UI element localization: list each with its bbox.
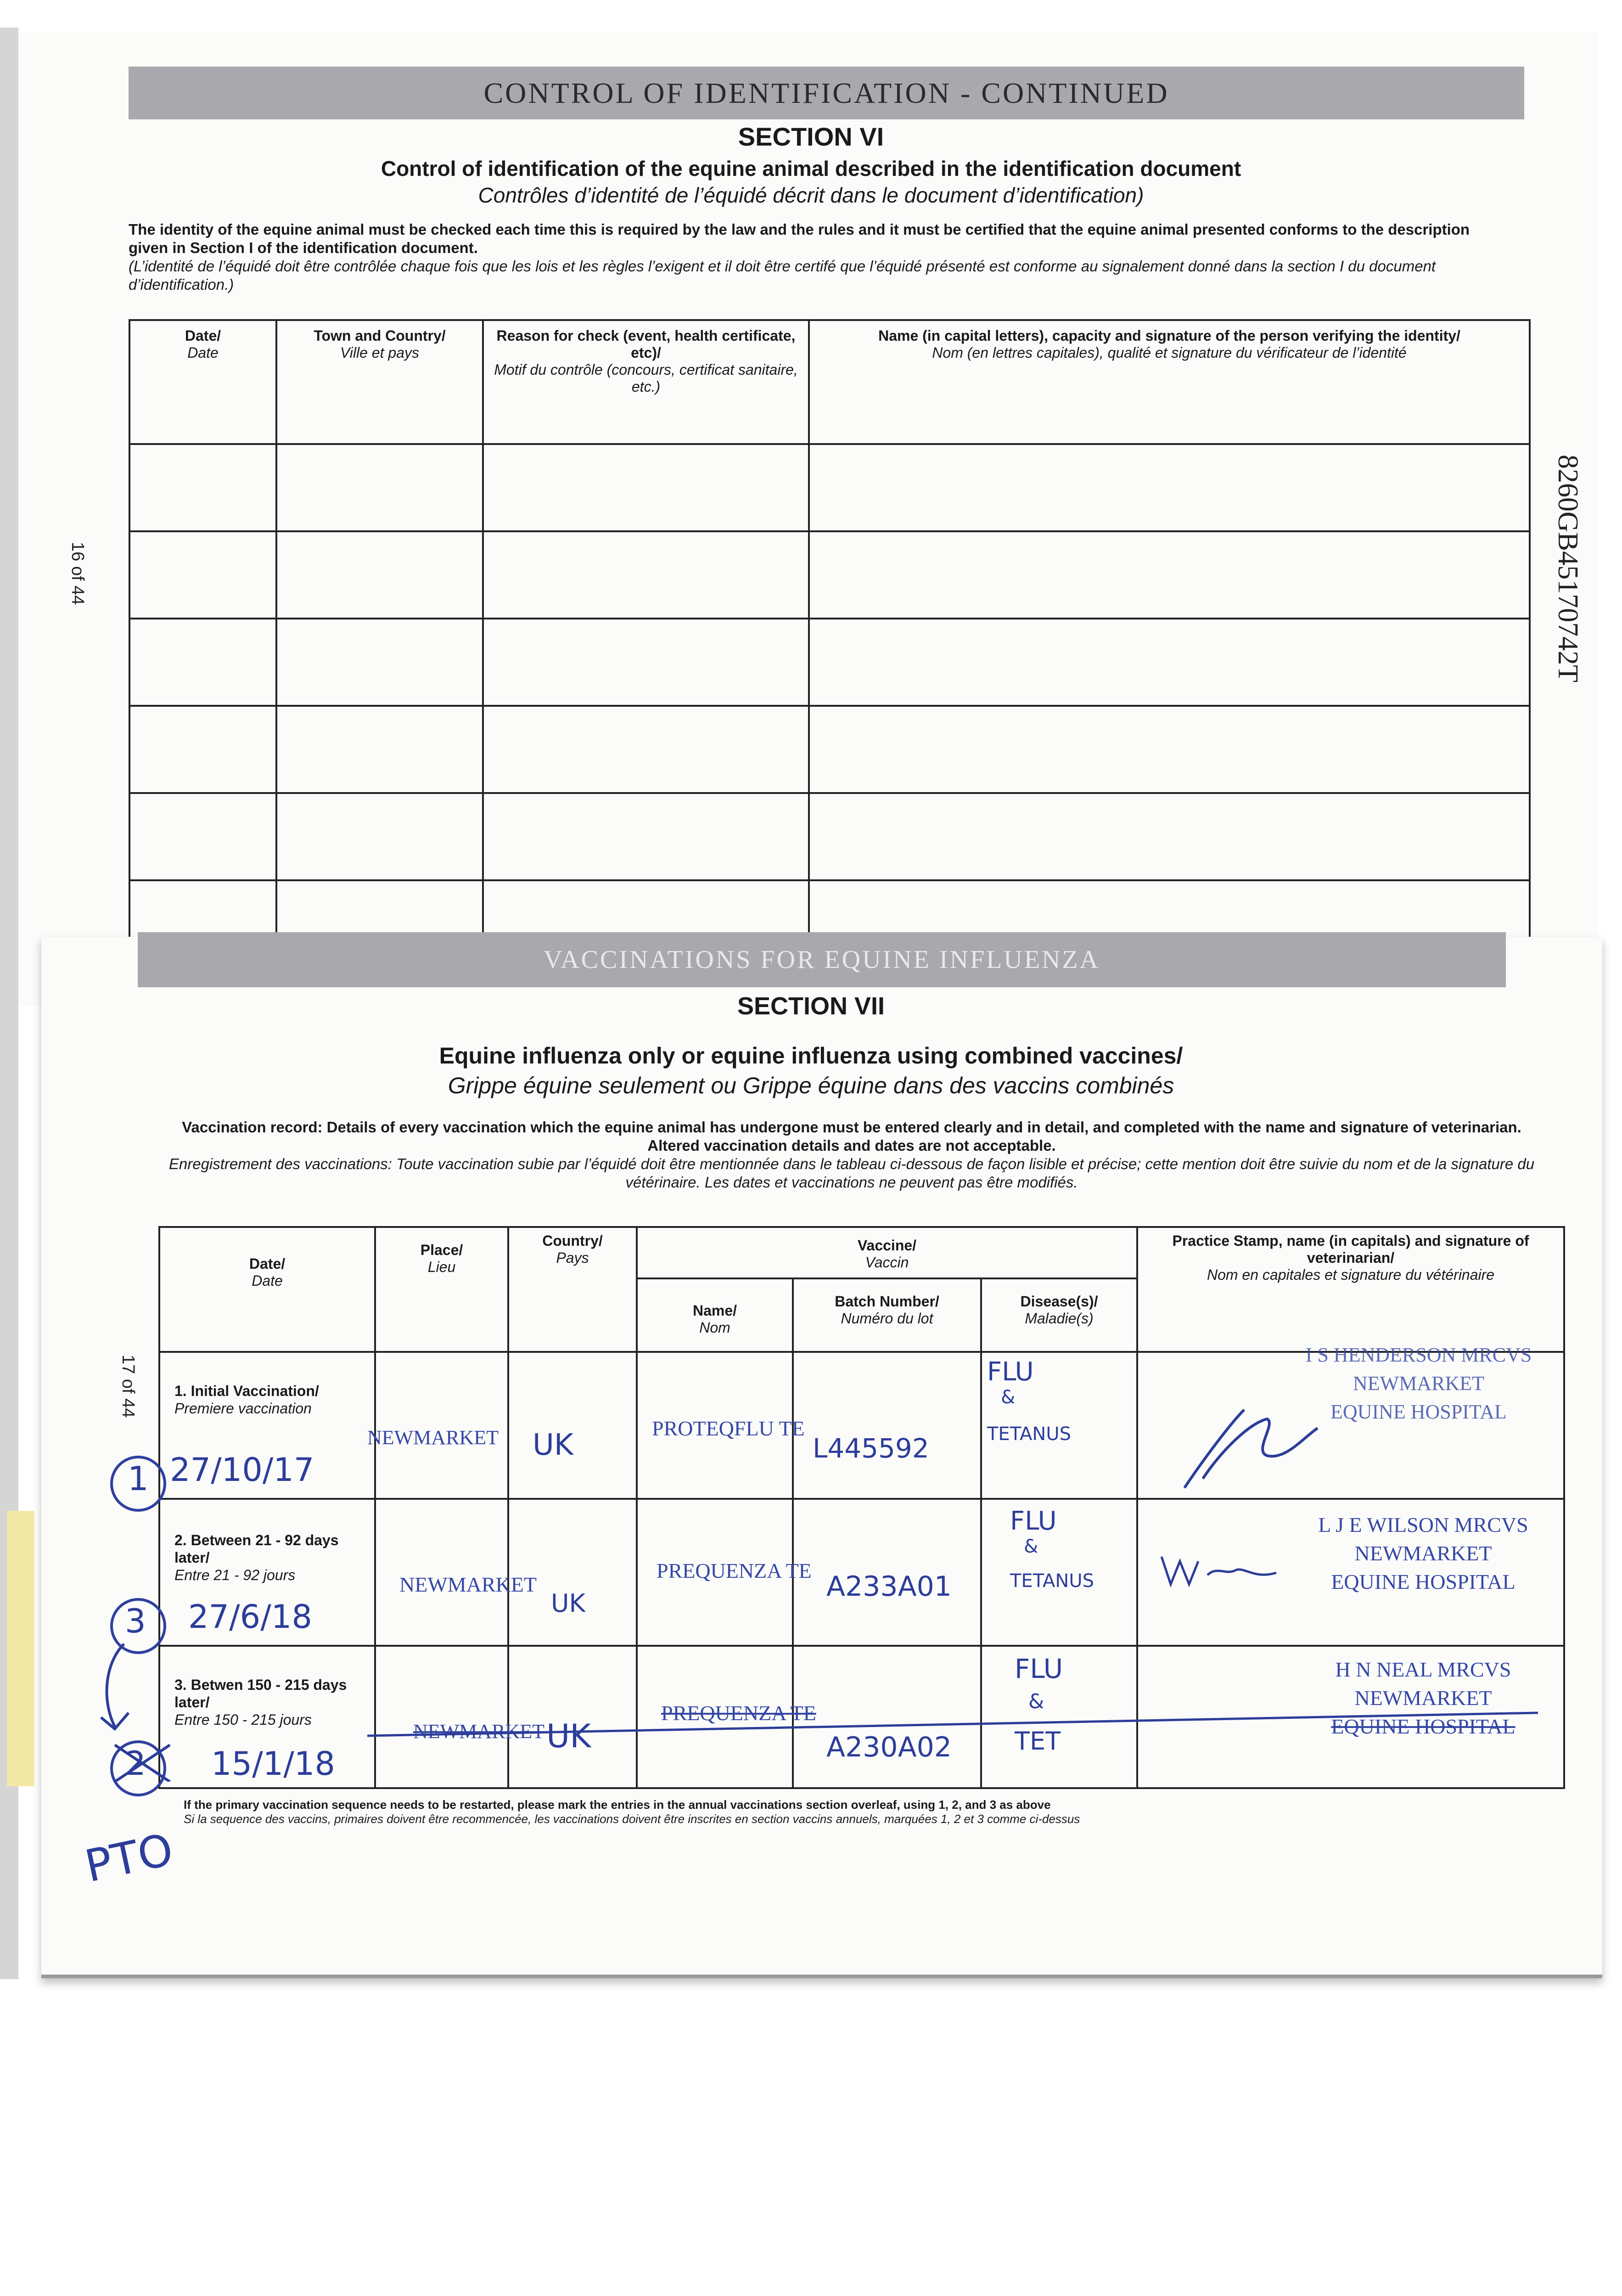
col-country: Country/ Pays xyxy=(508,1227,637,1352)
footer-en: If the primary vaccination sequence needs to be restarted, please mark the entries in the annual vaccinations section overleaf, using 1, 2, and 3 as above xyxy=(184,1798,1051,1812)
row-3-disease-3: TET xyxy=(1015,1727,1061,1756)
section-vi-intro-fr: (L’identité de l’équidé doit être contrôlée chaque fois que les lois et les règles l’exigent et il doit être certifé que l’équidé présenté est conforme au signalement donné dans la section I du document d’identification.) xyxy=(129,258,1436,293)
section-vi-title: SECTION VI xyxy=(738,122,884,151)
row-2-signature xyxy=(1157,1548,1285,1593)
row-1-batch: L445592 xyxy=(813,1433,929,1464)
row-1-date: 27/10/17 xyxy=(170,1451,314,1489)
col-vaccine: Vaccine/ Vaccin xyxy=(637,1227,1137,1278)
footer-fr: Si la sequence des vaccins, primaires doivent être recommencée, les vaccinations doivent être inscrites en section vaccins annuels, marquées 1, 2 et 3 comme ci-dessus xyxy=(184,1812,1080,1826)
row-2-disease-2: & xyxy=(1024,1536,1038,1557)
margin-arrows xyxy=(83,1635,188,1782)
col-disease: Disease(s)/ Maladie(s) xyxy=(981,1278,1137,1352)
row-2-sequence-mark: 3 xyxy=(125,1602,146,1640)
row-2-country: UK xyxy=(551,1589,585,1618)
identity-check-table xyxy=(129,319,1531,950)
row-3-place: NEWMARKET xyxy=(413,1720,544,1743)
vaccination-record-en2: Altered vaccination details and dates are not acceptable. xyxy=(647,1137,1056,1154)
row-2-disease-1: FLU xyxy=(1010,1506,1057,1536)
row-3-strike-lines xyxy=(367,1699,1561,1754)
col-verifier: Name (in capital letters), capacity and signature of the person verifying the identity/ Nom (en lettres capitales), qualité et signature du vérificateur de l’identité xyxy=(809,320,1530,444)
row-3-disease-1: FLU xyxy=(1015,1653,1063,1684)
table-row xyxy=(129,706,1530,793)
highlighter-mark xyxy=(7,1511,34,1786)
section-vii-title: SECTION VII xyxy=(737,992,885,1020)
section-vii-heading-fr: Grippe équine seulement ou Grippe équine dans des vaccins combinés xyxy=(448,1073,1174,1098)
row-1-stamp: I S HENDERSON MRCVS NEWMARKET EQUINE HOSPITAL xyxy=(1305,1344,1532,1423)
page-number-17: 17 of 44 xyxy=(118,1355,138,1418)
row-1-disease-2: & xyxy=(1001,1387,1016,1408)
row-2-stamp: L J E WILSON MRCVS NEWMARKET EQUINE HOSPITAL xyxy=(1318,1513,1528,1593)
col-date: Date/ Date xyxy=(159,1227,375,1352)
row-3-batch: A230A02 xyxy=(826,1731,952,1763)
table-row xyxy=(129,619,1530,706)
section-vi-band: CONTROL OF IDENTIFICATION - CONTINUED xyxy=(129,67,1524,119)
row-1-label: 1. Initial Vaccination/ Premiere vaccination xyxy=(174,1383,319,1417)
row-3-vaccine: PREQUENZA TE xyxy=(661,1701,816,1725)
col-stamp: Practice Stamp, name (in capitals) and signature of veterinarian/ Nom en capitales et signature du vétérinaire xyxy=(1137,1227,1564,1352)
row-3-date: 15/1/18 xyxy=(211,1745,335,1783)
row-1-disease-1: FLU xyxy=(987,1357,1034,1387)
col-reason: Reason for check (event, health certificate, etc)/ Motif du contrôle (concours, certificat sanitaire, etc.) xyxy=(483,320,809,444)
row-2-place: NEWMARKET xyxy=(399,1573,537,1596)
vaccination-record-fr: Enregistrement des vaccinations: Toute vaccination subie par l’équidé doit être mentionnée dans le tableau ci-dessous de façon lisible et précise; cette mention doit être suivie du nom et de la signature du vétérinaire. Les dates et vaccinations ne peuvent pas être modifiés. xyxy=(168,1155,1535,1191)
row-3-sequence-mark: 2 xyxy=(125,1744,146,1783)
row-3-stamp: H N NEAL MRCVS NEWMARKET EQUINE HOSPITAL xyxy=(1331,1658,1515,1738)
row-2-label: 2. Between 21 - 92 days later/ Entre 21 - 92 jours xyxy=(174,1532,339,1583)
row-2-date: 27/6/18 xyxy=(188,1598,312,1636)
page-number-16: 16 of 44 xyxy=(68,542,87,605)
table-row xyxy=(129,444,1530,531)
col-town-country: Town and Country/ Ville et pays xyxy=(276,320,483,444)
section-vi-heading-fr: Contrôles d’identité de l’équidé décrit dans le document d’identification) xyxy=(478,183,1144,207)
row-1-signature xyxy=(1175,1396,1322,1492)
row-1-sequence-mark: 1 xyxy=(128,1459,149,1498)
pto-note: PTO xyxy=(80,1823,178,1892)
col-date: Date/ Date xyxy=(129,320,276,444)
section-vi-intro-en: The identity of the equine animal must be checked each time this is required by the law and the rules and it must be certified that the equine animal presented conforms to the description given in Section I of the identification document. xyxy=(129,221,1470,256)
row-1-place: NEWMARKET xyxy=(367,1426,499,1449)
row-2-batch: A233A01 xyxy=(826,1570,952,1603)
row-3-disease-2: & xyxy=(1028,1690,1044,1713)
row-3-country: UK xyxy=(546,1717,591,1755)
vaccination-record-en: Vaccination record: Details of every vaccination which the equine animal has undergone must be entered clearly and in detail, and completed with the name and signature of veterinarian. xyxy=(182,1119,1521,1136)
table-row xyxy=(129,531,1530,619)
section-vii-band: VACCINATIONS FOR EQUINE INFLUENZA xyxy=(138,932,1506,987)
document-id: 8260GB45170742T xyxy=(1552,455,1583,682)
row-1-vaccine: PROTEQFLU TE xyxy=(652,1417,805,1440)
table-row xyxy=(129,793,1530,880)
col-vaccine-name: Name/ Nom xyxy=(637,1278,793,1352)
row-2-disease-3: TETANUS xyxy=(1010,1570,1094,1592)
col-batch: Batch Number/ Numéro du lot xyxy=(793,1278,981,1352)
row-2-vaccine: PREQUENZA TE xyxy=(657,1559,812,1582)
row-1-disease-3: TETANUS xyxy=(987,1424,1071,1445)
section-vi-heading-en: Control of identification of the equine animal described in the identification document xyxy=(381,157,1241,180)
row-1-country: UK xyxy=(533,1428,573,1462)
row-3-label: 3. Betwen 150 - 215 days later/ Entre 150 - 215 jours xyxy=(174,1677,347,1728)
col-place: Place/ Lieu xyxy=(375,1227,508,1352)
section-vii-heading-en: Equine influenza only or equine influenza using combined vaccines/ xyxy=(439,1043,1183,1069)
